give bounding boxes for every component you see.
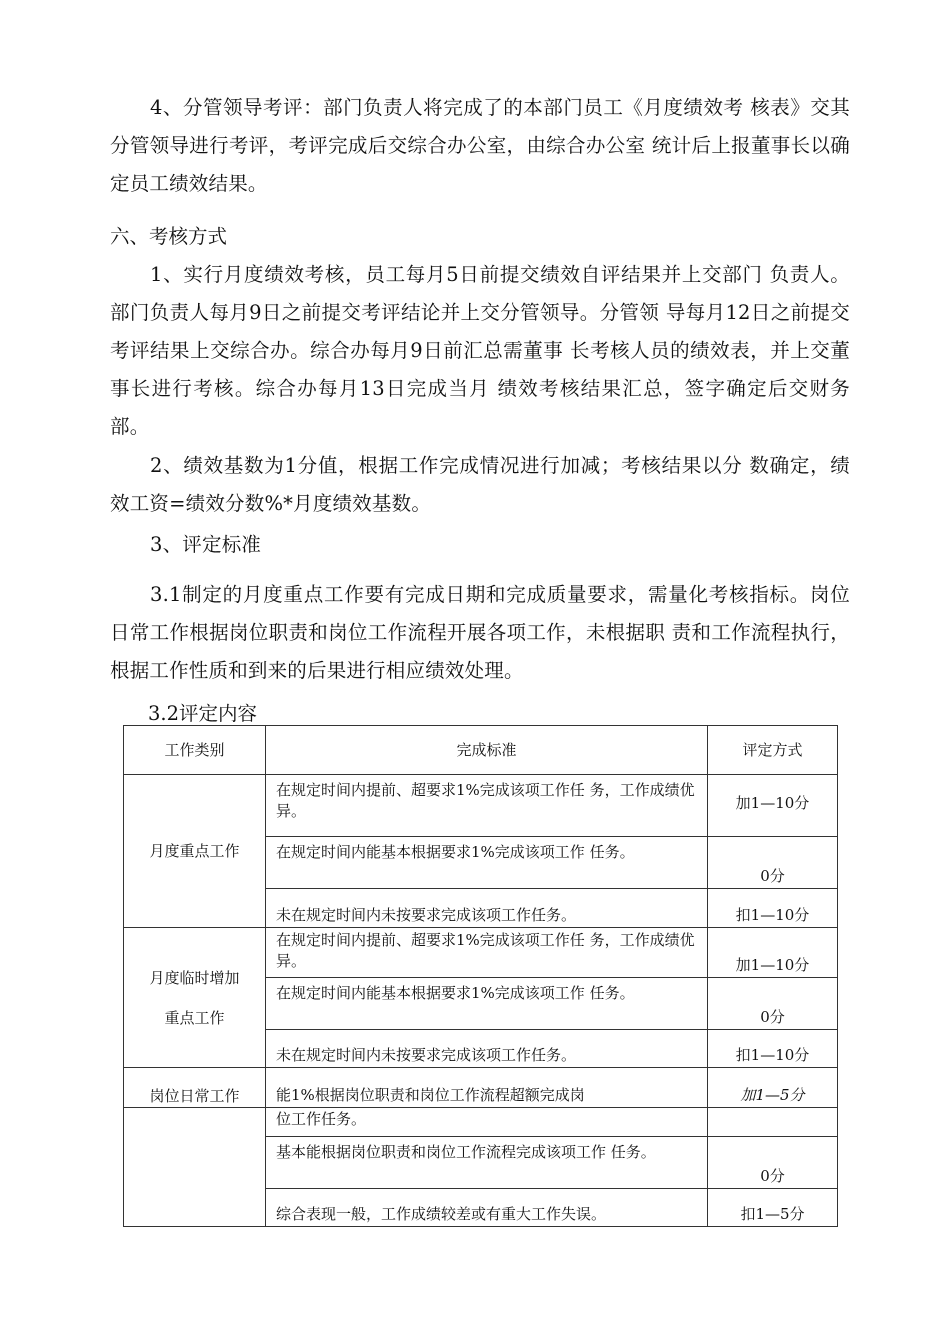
header-evaluation-method: 评定方式 (708, 726, 838, 775)
score-cell: 0分 (708, 1137, 838, 1189)
evaluation-table (123, 725, 838, 1227)
subheading-evaluation-content: 3.2评定内容 (148, 702, 258, 725)
score-cell: 加1—10分 (708, 928, 838, 978)
score-cell: 0分 (708, 837, 838, 889)
standard-cell: 位工作任务。 (266, 1108, 708, 1137)
category-line: 月度临时增加 (149, 968, 240, 987)
score-cell: 0分 (708, 978, 838, 1030)
score-cell: 加1—5分 (708, 1068, 838, 1108)
standard-cell: 综合表现一般，工作成绩较差或有重大工作失误。 (266, 1189, 708, 1227)
category-monthly-key-work: 月度重点工作 (124, 775, 266, 928)
standard-cell: 在规定时间内提前、超要求1%完成该项工作任 务，工作成绩优异。 (266, 775, 708, 837)
standard-cell: 在规定时间内能基本根据要求1%完成该项工作 任务。 (266, 978, 708, 1030)
table-row (124, 1108, 838, 1137)
paragraph-performance-base: 2、绩效基数为1分值，根据工作完成情况进行加减；考核结果以分 数确定，绩效工资=绩效分数%*月度绩效基数。 (110, 454, 850, 515)
standard-cell: 在规定时间内提前、超要求1%完成该项工作任 务，工作成绩优异。 (266, 928, 708, 978)
score-cell: 扣1—10分 (708, 1030, 838, 1068)
score-cell: 扣1—10分 (708, 889, 838, 928)
paragraph-supervisor-review: 4、分管领导考评：部门负责人将完成了的本部门员工《月度绩效考 核表》交其分管领导进行考评，考评完成后交综合办公室，由综合办公室 统计后上报董事长以确定员工绩效结果。 (110, 96, 850, 195)
category-line: 重点工作 (164, 1008, 225, 1027)
standard-cell: 能1%根据岗位职责和岗位工作流程超额完成岗 (266, 1068, 708, 1108)
paragraph-key-work-requirements: 3.1制定的月度重点工作要有完成日期和完成质量要求，需量化考核指标。岗位日常工作根据岗位职责和岗位工作流程开展各项工作，未根据职 责和工作流程执行，根据工作性质和到来的后果进行相应绩效处理。 (110, 583, 850, 682)
category-monthly-temporary-key-work (124, 928, 266, 1068)
table-row (124, 928, 838, 978)
score-cell (708, 1108, 838, 1137)
standard-cell: 未在规定时间内未按要求完成该项工作任务。 (266, 1030, 708, 1068)
table-row (124, 1068, 838, 1108)
table-header-row (124, 726, 838, 775)
paragraph-monthly-assessment: 1、实行月度绩效考核，员工每月5日前提交绩效自评结果并上交部门 负责人。部门负责人每月9日之前提交考评结论并上交分管领导。分管领 导每月12日之前提交考评结果上交综合办。综合办每月9日前汇总需董事 长考核人员的绩效表，并上交董事长进行考核。综合办每月13日完成当月 绩效考核结果汇总，签字确定后交财务部。 (110, 263, 850, 438)
header-completion-standard: 完成标准 (266, 726, 708, 775)
section-heading-assessment-method: 六、考核方式 (110, 225, 228, 248)
standard-cell: 基本能根据岗位职责和岗位工作流程完成该项工作 任务。 (266, 1137, 708, 1189)
standard-cell: 在规定时间内能基本根据要求1%完成该项工作 任务。 (266, 837, 708, 889)
paragraph-evaluation-criteria: 3、评定标准 (150, 533, 262, 556)
score-cell: 扣1—5分 (708, 1189, 838, 1227)
standard-cell: 未在规定时间内未按要求完成该项工作任务。 (266, 889, 708, 928)
category-empty-cell (124, 1108, 266, 1227)
category-daily-position-work: 岗位日常工作 (124, 1068, 266, 1108)
score-cell: 加1—10分 (708, 775, 838, 837)
table-row (124, 775, 838, 837)
header-work-category: 工作类别 (124, 726, 266, 775)
